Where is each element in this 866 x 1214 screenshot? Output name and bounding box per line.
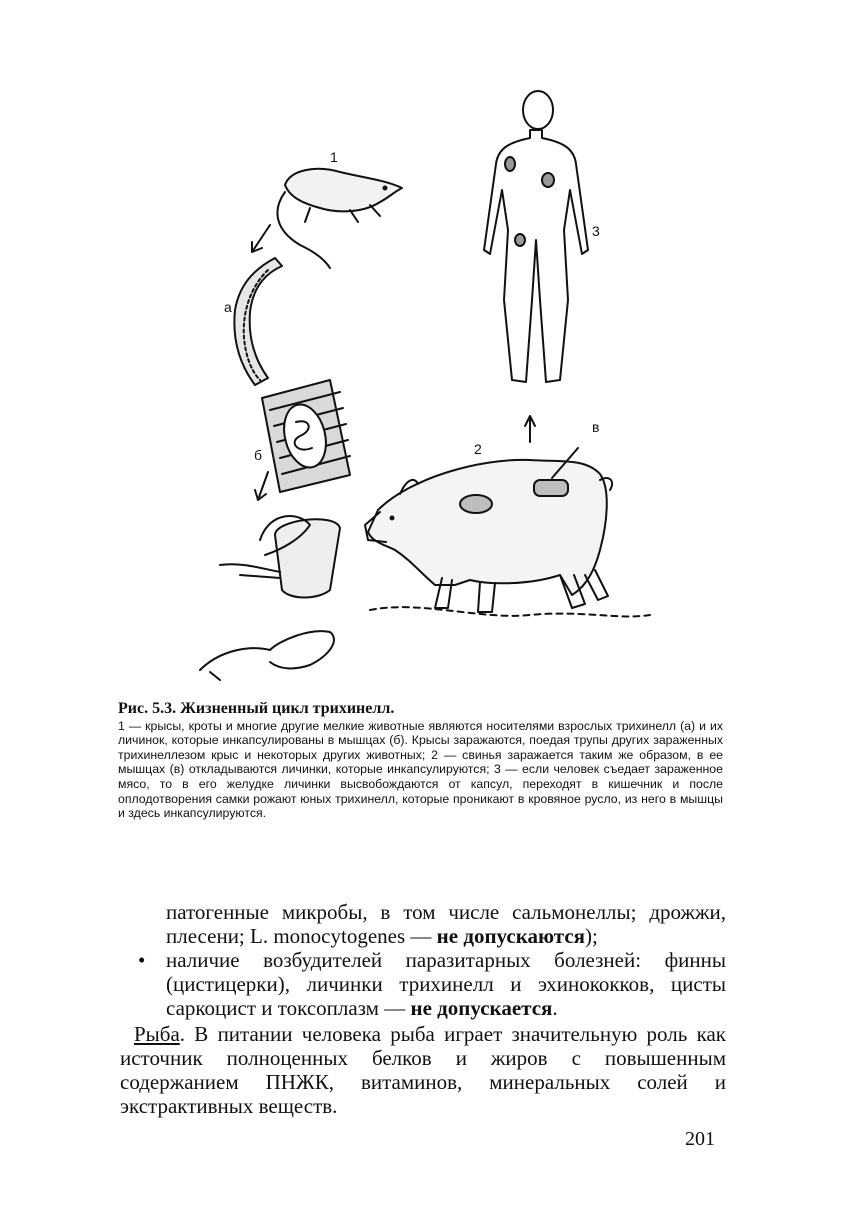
cont-bold-text: не допускаются: [436, 924, 586, 948]
arrow-rat-to-worm: [252, 225, 270, 252]
human-drawing: [484, 91, 588, 382]
bullet-bold-text: не допускается: [410, 996, 553, 1020]
caption-body: 1 — крысы, кроты и многие другие мелкие животные являются носителями взрослых трихинелл (а) и их личинок, которые инкапсулированы в мышцах (б). Крысы заражаются, поедая трупы других зараженных трихинеллезом крыс и некоторых других животных; 2 — свинья заражается таким же образом, в ее мышцах (в) откладываются личинки, которые инкапсулируются; 3 — если человек съедает зараженное мясо, то в его желудке личинки высвобождаются от капсул, переходят в кишечник и после оплодотворения самки рожают юных трихинелл, которые проникают в кровяное русло, из него в мышцы и здесь инкапсулируются.: [118, 718, 723, 821]
bullet-text: наличие возбудителей паразитарных болезней: финны (цистицерки), личинки трихинелл и эхинококков, цисты саркоцист и токсоплазм —: [166, 948, 726, 1020]
bullet-list-item: [120, 948, 726, 1020]
label-pig: 2: [474, 441, 482, 457]
bucket-rats-drawing: [200, 516, 340, 680]
life-cycle-illustration: [180, 80, 680, 700]
label-pig-muscle: в: [592, 419, 600, 435]
bullet-mark: •: [138, 948, 146, 972]
fish-paragraph: [120, 1022, 726, 1118]
cont-text: патогенные микробы, в том числе сальмонеллы; дрожжи, плесени; L. monocytogenes —: [166, 900, 726, 948]
page-number: 201: [685, 1128, 715, 1150]
fish-paragraph-text: . В питании человека рыба играет значительную роль как источник полноценных белков и жиров с повышенным содержанием ПНЖК, витаминов, минеральных солей и экстрактивных веществ.: [120, 1022, 726, 1118]
fish-heading-word: Рыба: [134, 1022, 180, 1046]
label-adult-worm: а: [224, 299, 232, 315]
pig-drawing: [365, 448, 650, 616]
label-muscle: б: [254, 447, 263, 463]
arrow-muscle-to-rats: [255, 472, 268, 500]
arrow-pig-to-human: [525, 416, 535, 442]
bullet-end-text: .: [552, 996, 558, 1020]
continued-list-item: [120, 900, 726, 948]
caption-title: Рис. 5.3. Жизненный цикл трихинелл.: [118, 700, 395, 717]
rat-drawing: [277, 169, 402, 268]
adult-trichinella-drawing: [234, 258, 282, 385]
trichinella-life-cycle-figure: [180, 80, 680, 700]
label-human: 3: [592, 223, 600, 239]
figure-caption: [118, 702, 723, 821]
cont-end-text: );: [585, 924, 598, 948]
label-rat: 1: [330, 149, 338, 165]
encapsulated-larvae-drawing: [262, 380, 350, 492]
